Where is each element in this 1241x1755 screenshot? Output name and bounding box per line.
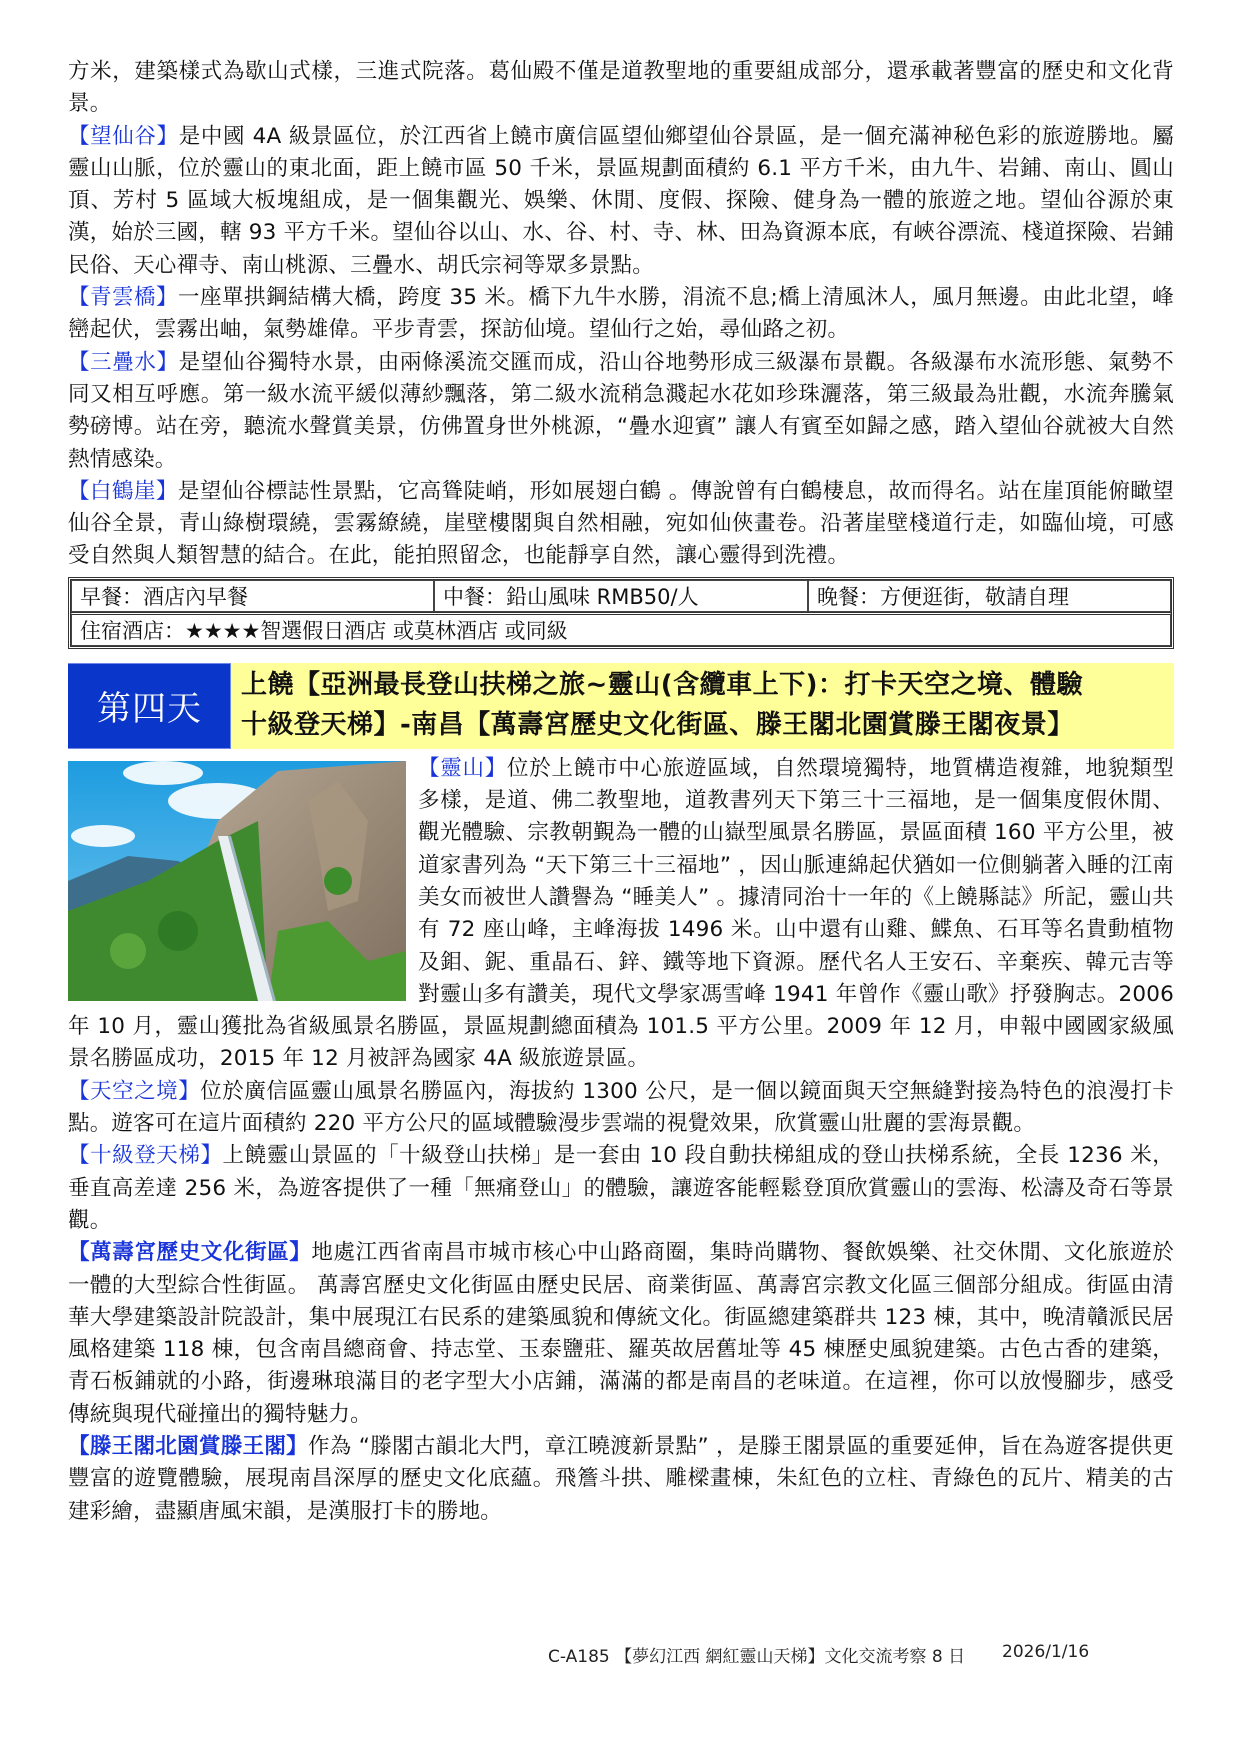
day-title-line: 上饒【亞洲最長登山扶梯之旅~靈山(含纜車上下)：打卡天空之境、體驗 — [241, 669, 1084, 700]
section-text: 是望仙谷獨特水景，由兩條溪流交匯而成，沿山谷地勢形成三級瀑布景觀。各級瀑布水流形態、氣勢不同又相互呼應。第一級水流平緩似薄紗飄落，第二級水流稍急濺起水花如珍珠灑落，第三級最為壯觀，水流奔騰氣勢磅博。站在旁，聽流水聲賞美景，仿佛置身世外桃源，“疊水迎賓” 讓人有賓至如歸之感，踏入望仙谷就被大自然熱情感染。 — [68, 349, 1174, 472]
hotel-row — [71, 612, 1171, 646]
day-title-line: 十級登天梯】-南昌【萬壽宮歷史文化街區、滕王閣北園賞滕王閣夜景】 — [241, 709, 1074, 740]
section-text: 作為 “滕閣古韻北大門，章江曉渡新景點” ，是滕王閣景區的重要延伸，旨在為遊客提供更豐富的遊覽體驗，展現南昌深厚的歷史文化底蘊。飛簷斗拱、雕樑畫棟，朱紅色的立柱、青綠色的瓦片、精美的古建彩繪，盡顯唐風宋韻，是漢服打卡的勝地。 — [68, 1433, 1174, 1524]
section-tiankong — [68, 1076, 1174, 1141]
document-page — [68, 56, 1174, 1528]
day-title — [231, 663, 1174, 749]
breakfast-cell: 早餐：酒店內早餐 — [71, 580, 434, 612]
section-keyword: 【三疊水】 — [68, 349, 179, 375]
meals-row — [71, 580, 1171, 612]
section-keyword: 【靈山】 — [418, 755, 508, 781]
section-text: 上饒靈山景區的「十級登山扶梯」是一套由 10 段自動扶梯組成的登山扶梯系統，全長 1236 米，垂直高差達 256 米，為遊客提供了一種「無痛登山」的體驗，讓遊客能輕鬆登頂欣賞靈山的雲海、松濤及奇石等景觀。 — [68, 1143, 1175, 1233]
mountain-escalator-image — [68, 761, 406, 1001]
section-baiheya — [68, 476, 1174, 573]
lingshan-photo — [68, 761, 406, 1001]
section-text: 位於廣信區靈山風景名勝區內，海拔約 1300 公尺，是一個以鏡面與天空無縫對接為特色的浪漫打卡點。遊客可在這片面積約 220 平方公尺的區域體驗漫步雲端的視覺效果，欣賞靈山壯麗的雲海景觀。 — [68, 1078, 1174, 1137]
section-wangxiangu — [68, 121, 1174, 282]
section-keyword: 【萬壽宮歷史文化街區】 — [68, 1240, 312, 1266]
section-text: 位於上饒市中心旅遊區域，自然環境獨特，地質構造複雜，地貌類型多樣，是道、佛二教聖地，道教書列天下第三十三福地，是一個集度假休閒、觀光體驗、宗教朝覲為一體的山嶽型風景名勝區，景區面積 160 平方公里，被道家書列為 “天下第三十三福地” ，因山脈連綿起伏猶如一位側躺著入睡的江南美女而被世人讚譽為 “睡美人” 。據清同治十一年的《上饒縣誌》所記，靈山共有 72 座山峰，主峰海拔 1496 米。山中還有山雞、鰈魚、石耳等名貴動植物及鉬、鈮、重晶石、鋅、鐵等地下資源。歷代名人王安石、辛棄疾、韓元吉等對靈山多有讚美，現代文學家馮雪峰 1941 年曾作《靈山歌》抒發胸志。2006 年 10 月，靈山獲批為省級風景名勝區，景區規劃總面積為 101.5 平方公里。2009 年 12 月，申報中國國家級風景名勝區成功，2015 年 12 月被評為國家 4A 級旅遊景區。 — [68, 755, 1174, 1072]
section-keyword: 【天空之境】 — [68, 1078, 201, 1104]
meals-table — [68, 577, 1174, 649]
section-keyword: 【滕王閣北園賞滕王閣】 — [68, 1433, 308, 1459]
section-keyword: 【白鶴崖】 — [68, 478, 178, 504]
lunch-cell: 中餐：鉛山風味 RMB50/人 — [434, 580, 808, 612]
section-qingyunqiao — [68, 282, 1174, 347]
footer-date: 2026/1/16 — [1002, 1642, 1090, 1662]
section-wanshougong — [68, 1237, 1174, 1431]
intro-paragraph: 方米，建築樣式為歇山式樣，三進式院落。葛仙殿不僅是道教聖地的重要組成部分，還承載著豐富的歷史和文化背景。 — [68, 59, 1174, 117]
section-text: 地處江西省南昌市城市核心中山路商圈，集時尚購物、餐飲娛樂、社交休閒、文化旅遊於一體的大型綜合性街區。 萬壽宮歷史文化街區由歷史民居、商業街區、萬壽宮宗教文化區三個部分組成。街區由清華大學建築設計院設計，集中展現江右民系的建築風貌和傳統文化。街區總建築群共 123 棟，其中，晚清贛派民居風格建築 118 棟，包含南昌總商會、持志堂、玉泰鹽莊、羅英故居舊址等 45 棟歷史風貌建築。古色古香的建築，青石板鋪就的小路，街邊琳琅滿目的老字型大小店鋪，滿滿的都是南昌的老味道。在這裡，你可以放慢腳步，感受傳統與現代碰撞出的獨特魅力。 — [68, 1240, 1174, 1427]
section-shiji — [68, 1140, 1174, 1237]
hotel-cell: 住宿酒店：★★★★智選假日酒店 或莫林酒店 或同級 — [71, 612, 1171, 646]
section-text: 一座單拱鋼結構大橋，跨度 35 米。橋下九牛水勝，涓流不息;橋上清風沐人，風月無邊。由此北望，峰巒起伏，雲霧出岫，氣勢雄偉。平步青雲，探訪仙境。望仙行之始，尋仙路之初。 — [68, 285, 1174, 343]
section-text: 是中國 4A 級景區位，於江西省上饒市廣信區望仙鄉望仙谷景區，是一個充滿神秘色彩的旅遊勝地。屬靈山山脈，位於靈山的東北面，距上饒市區 50 千米，景區規劃面積約 6.1 平方千米，由九牛、岩鋪、南山、圓山頂、芳村 5 區域大板塊組成，是一個集觀光、娛樂、休閒、度假、探險、健身為一體的旅遊之地。望仙谷源於東漢，始於三國，轄 93 平方千米。望仙谷以山、水、谷、村、寺、林、田為資源本底，有峽谷漂流、棧道探險、岩鋪民俗、天心禪寺、南山桃源、三疊水、胡氏宗祠等眾多景點。 — [68, 123, 1174, 278]
footer-tour-code: C-A185 【夢幻江西 網紅靈山天梯】文化交流考察 8 日 — [548, 1647, 966, 1667]
section-tengwangge — [68, 1431, 1174, 1528]
day-badge: 第四天 — [68, 663, 231, 749]
section-text: 是望仙谷標誌性景點，它高聳陡峭，形如展翅白鶴 。傳說曾有白鶴棲息，故而得名。站在崖頂能俯瞰望仙谷全景，青山綠樹環繞，雲霧繚繞，崖壁樓閣與自然相融，宛如仙俠畫卷。沿著崖壁棧道行走，如臨仙境，可感受自然與人類智慧的結合。在此，能拍照留念，也能靜享自然，讓心靈得到洗禮。 — [68, 478, 1174, 569]
section-sandieshui — [68, 347, 1174, 476]
day-header — [68, 663, 1174, 749]
section-keyword: 【青雲橋】 — [68, 285, 179, 311]
day4-body — [68, 753, 1174, 1528]
section-keyword: 【望仙谷】 — [68, 123, 179, 149]
dinner-cell: 晚餐：方便逛街，敬請自理 — [808, 580, 1171, 612]
section-keyword: 【十級登天梯】 — [68, 1143, 223, 1169]
